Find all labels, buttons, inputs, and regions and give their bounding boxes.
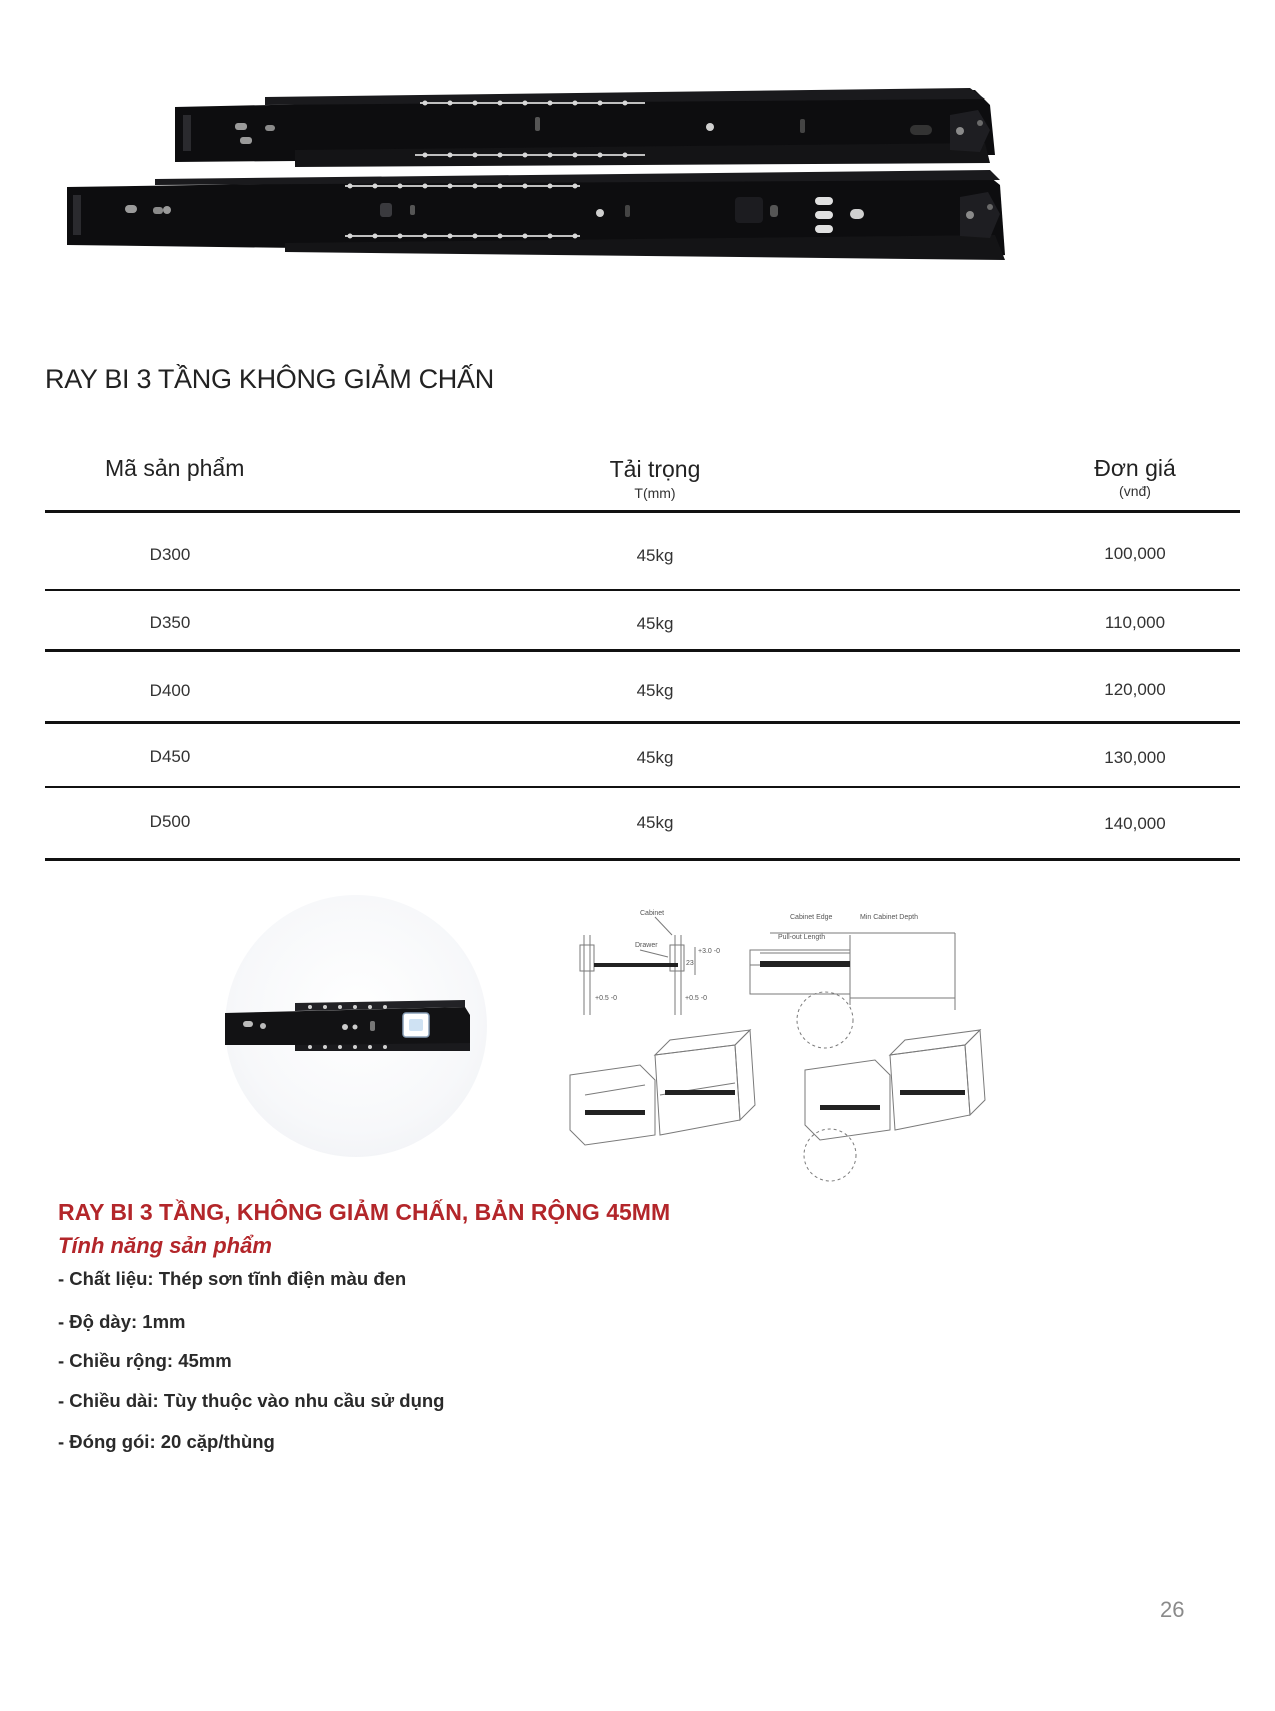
cell-code: D350 bbox=[149, 613, 191, 632]
col-header-load: Tải trọng bbox=[609, 456, 701, 482]
cell-load: 45kg bbox=[636, 614, 674, 633]
cell-price: 130,000 bbox=[1104, 748, 1166, 767]
feature-item: - Đóng gói: 20 cặp/thùng bbox=[58, 1431, 275, 1452]
label-cabinet: Cabinet bbox=[640, 910, 665, 917]
cell-price: 120,000 bbox=[1104, 680, 1166, 699]
cell-code: D400 bbox=[149, 681, 191, 700]
cell-code: D450 bbox=[149, 747, 191, 766]
product-photo-drawer-slides bbox=[55, 85, 1095, 295]
table-header-rule bbox=[45, 510, 1240, 513]
col-header-price: Đơn giá bbox=[1094, 455, 1176, 481]
col-header-product-code: Mã sản phẩm bbox=[105, 455, 245, 481]
cell-load: 45kg bbox=[636, 681, 674, 700]
product-closeup-photo bbox=[225, 895, 487, 1157]
cell-load: 45kg bbox=[636, 546, 674, 565]
label-drawer: Drawer bbox=[635, 942, 658, 949]
page-number: 26 bbox=[1160, 1597, 1185, 1622]
label-gap-23: 23 bbox=[686, 960, 694, 967]
label-gap-30: +3.0 -0 bbox=[698, 948, 720, 955]
label-cabinet-edge: Cabinet Edge bbox=[790, 914, 833, 921]
table-row-divider bbox=[45, 589, 1240, 591]
cell-price: 110,000 bbox=[1104, 613, 1166, 632]
installation-diagrams bbox=[560, 905, 1030, 1190]
cell-price: 100,000 bbox=[1104, 544, 1166, 563]
label-tolerance-a: +0.5 -0 bbox=[595, 995, 617, 1002]
table-bottom-rule bbox=[45, 858, 1240, 861]
page-title: RAY BI 3 TẦNG KHÔNG GIẢM CHẤN bbox=[45, 364, 494, 394]
table-row-divider bbox=[45, 649, 1240, 652]
spec-subtitle: Tính năng sản phẩm bbox=[58, 1233, 272, 1258]
cell-price: 140,000 bbox=[1104, 814, 1166, 833]
spec-title: RAY BI 3 TẦNG, KHÔNG GIẢM CHẤN, BẢN RỘNG 45MM bbox=[58, 1199, 671, 1225]
upper-slide bbox=[175, 88, 995, 167]
label-tolerance-b: +0.5 -0 bbox=[685, 995, 707, 1002]
table-row-divider bbox=[45, 786, 1240, 788]
cell-load: 45kg bbox=[636, 813, 674, 832]
col-header-load-unit: T(mm) bbox=[634, 485, 676, 501]
cell-code: D500 bbox=[149, 812, 191, 831]
feature-item: - Chiều dài: Tùy thuộc vào nhu cầu sử dụng bbox=[58, 1390, 445, 1411]
slide-closeup-icon bbox=[225, 895, 487, 1157]
feature-item: - Chất liệu: Thép sơn tĩnh điện màu đen bbox=[58, 1268, 407, 1289]
feature-item: - Chiều rộng: 45mm bbox=[58, 1350, 232, 1371]
cell-load: 45kg bbox=[636, 748, 674, 767]
lower-slide bbox=[67, 170, 1005, 260]
feature-item: - Độ dày: 1mm bbox=[58, 1311, 186, 1332]
table-row-divider bbox=[45, 721, 1240, 724]
col-header-price-unit: (vnđ) bbox=[1119, 483, 1151, 499]
label-min-cabinet-depth: Min Cabinet Depth bbox=[860, 914, 918, 921]
label-pull-out-length: Pull-out Length bbox=[778, 934, 826, 941]
cell-code: D300 bbox=[149, 545, 191, 564]
